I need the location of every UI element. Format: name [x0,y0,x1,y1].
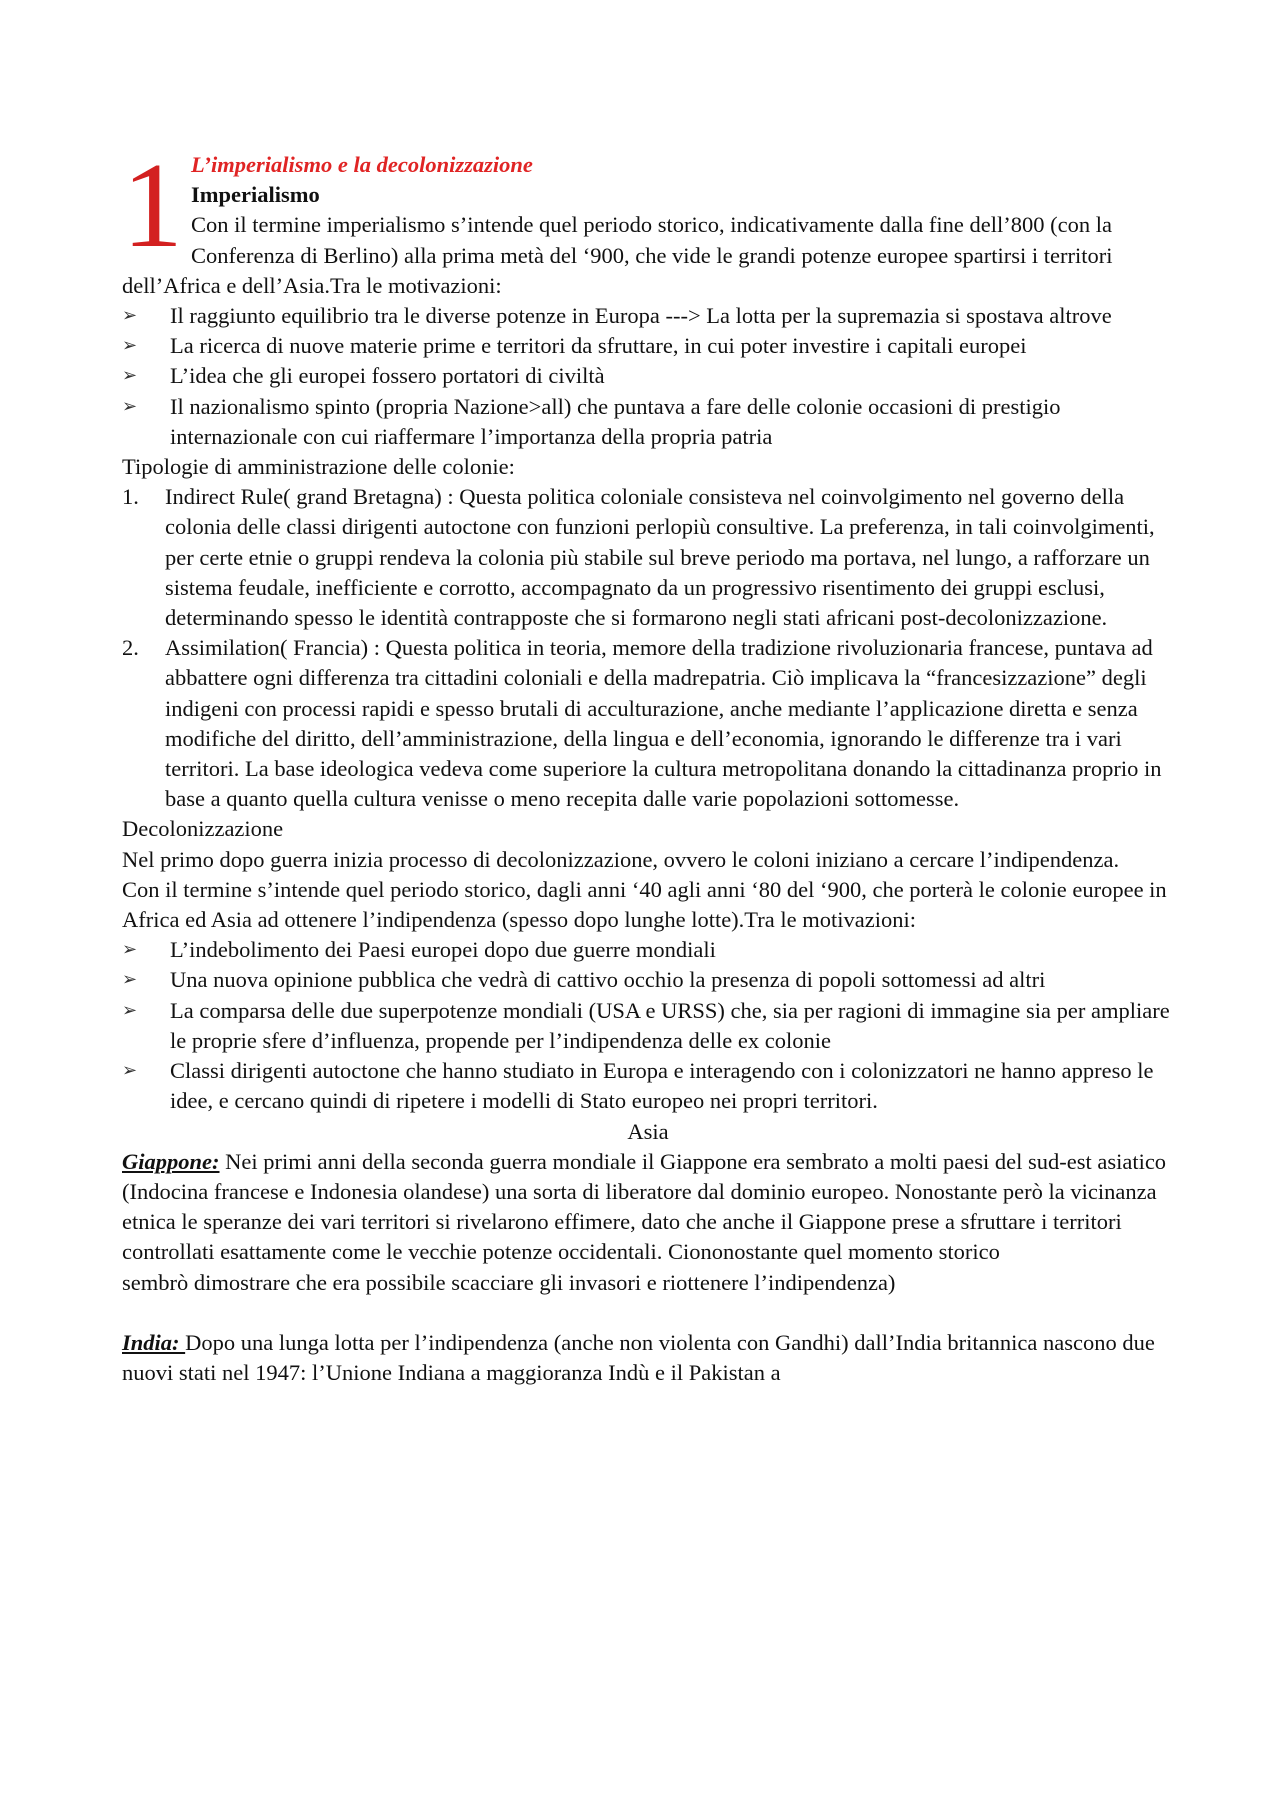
types-heading: Tipologie di amministrazione delle colonie: [122,454,515,480]
list-number: 2. [122,635,139,661]
giappone-paragraph: Giappone: Nei primi anni della seconda guerra mondiale il Giappone era sembrato a molti paesi del sud-est asiatico (Indocina francese e Indonesia olandese) una sorta di liberatore dal dominio europeo. Nonostante però la vicinanza etnica le speranze dei vari territori si rivelarono effimere, dato che anche il Giappone prese a sfruttare i territori controllati esattamente come le vecchie potenze occidentali. Ciononostante quel momento storico [122,1148,1167,1265]
india-label: India: [122,1329,186,1355]
giappone-label: Giappone: [122,1148,220,1174]
list-item: ➢ La comparsa delle due superpotenze mondiali (USA e URSS) che, sia per ragioni di immagine sia per ampliare le proprie sfere d’influenza, propende per l’indipendenza delle ex colonie [122,997,1170,1053]
arrow-bullet-icon: ➢ [122,969,138,991]
list-item: 1. Indirect Rule( grand Bretagna) : Questa politica coloniale consisteva nel coinvolgimento nel governo della colonia delle classi dirigenti autoctone con funzioni perlopiù consultive. La preferenza, in tali coinvolgimenti, per certe etnie o gruppi rendeva la colonia più stabile sul breve periodo ma portava, nel lungo, a rafforzare un sistema feudale, inefficiente e corrotto, accompagnato da un progressivo risentimento dei gruppi esclusi, determinando spesso le identità contrapposte che si formarono negli stati africani post-decolonizzazione. [122,484,1155,631]
decolonizzazione-para1: Nel primo dopo guerra inizia processo di decolonizzazione, ovvero le coloni iniziano a cercare l’indipendenza. [122,846,1120,872]
arrow-bullet-icon: ➢ [122,365,138,387]
list-item: ➢ Una nuova opinione pubblica che vedrà di cattivo occhio la presenza di popoli sottomessi ad altri [122,965,1174,995]
list-item: ➢ Classi dirigenti autoctone che hanno studiato in Europa e interagendo con i colonizzatori ne hanno appreso le idee, e cercano quindi di ripetere i modelli di Stato europeo nei propri territori. [122,1058,1154,1114]
document-body [122,138,1174,1388]
imperialismo-motivations-list [122,301,1174,452]
arrow-bullet-icon: ➢ [122,999,138,1021]
section-heading-imperialismo: Imperialismo [191,182,320,208]
list-item: ➢ La ricerca di nuove materie prime e territori da sfruttare, in cui poter investire i capitali europei [122,331,1174,361]
list-item: 2. Assimilation( Francia) : Questa politica in teoria, memore della tradizione rivoluzionaria francese, puntava ad abbattere ogni differenza tra cittadini coloniali e della madrepatria. Ciò implicava la “francesizzazione” degli indigeni con processi rapidi e spesso brutali di acculturazione, anche mediante l’applicazione diretta e senza modifiche del diritto, dell’amministrazione, della lingua e dell’economia, ignorando le differenze tra i vari territori. La base ideologica vedeva come superiore la cultura metropolitana donando la cittadinanza proprio in base a quanto quella cultura venisse o meno recepita dalle varie popolazioni sottomesse. [122,635,1162,812]
section-heading-decolonizzazione: Decolonizzazione [122,816,284,842]
arrow-bullet-icon: ➢ [122,395,138,417]
colony-administration-list [122,482,1174,814]
list-number: 1. [122,484,139,510]
section-heading-asia: Asia [627,1118,669,1144]
arrow-bullet-icon: ➢ [122,305,138,327]
arrow-bullet-icon: ➢ [122,335,138,357]
list-item: ➢ Il nazionalismo spinto (propria Nazione>all) che puntava a fare delle colonie occasioni di prestigio internazionale con cui riaffermare l’importanza della propria patria [122,393,1061,449]
arrow-bullet-icon: ➢ [122,939,138,961]
india-paragraph: India: Dopo una lunga lotta per l’indipendenza (anche non violenta con Gandhi) dall’India britannica nascono due nuovi stati nel 1947: l’Unione Indiana a maggioranza Indù e il Pakistan a [122,1329,1155,1385]
decolonizzazione-para2: Con il termine s’intende quel periodo storico, dagli anni ‘40 agli anni ‘80 del ‘900, che porterà le colonie europee in Africa ed Asia ad ottenere l’indipendenza (spesso dopo lunghe lotte).Tra le motivazioni: [122,876,1167,933]
list-item: ➢ Il raggiunto equilibrio tra le diverse potenze in Europa ---> La lotta per la supremazia si spostava altrove [122,301,1174,331]
list-item: ➢ L’indebolimento dei Paesi europei dopo due guerre mondiali [122,935,1174,965]
blank-line [122,1298,1174,1328]
list-item: ➢ L’idea che gli europei fossero portatori di civiltà [122,361,1174,391]
imperialismo-intro: Con il termine imperialismo s’intende quel periodo storico, indicativamente dalla fine dell’800 (con la Conferenza di Berlino) alla prima metà del ‘900, che vide le grandi potenze europee spartirsi i territori dell’Africa e dell’Asia.Tra le motivazioni: [122,212,1113,298]
arrow-bullet-icon: ➢ [122,1060,138,1082]
chapter-title: L’imperialismo e la decolonizzazione [191,152,533,177]
decolonizzazione-motivations-list [122,935,1174,1116]
chapter-number: 1 [122,138,183,273]
giappone-paragraph-continued: sembrò dimostrare che era possibile scacciare gli invasori e riottenere l’indipendenza) [122,1269,896,1295]
